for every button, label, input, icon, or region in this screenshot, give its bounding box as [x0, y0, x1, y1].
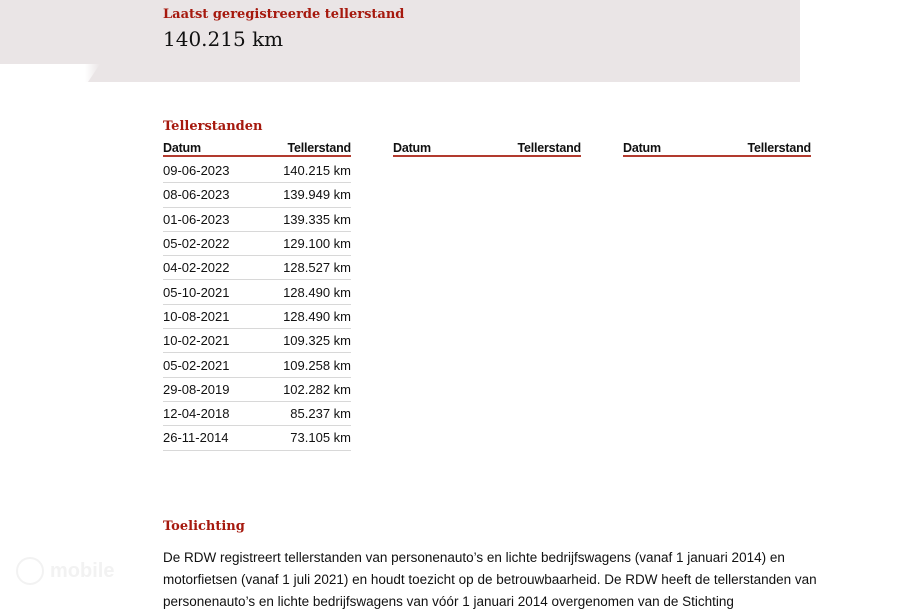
watermark — [16, 556, 114, 586]
reading-value: 129.100 km — [283, 236, 351, 252]
reading-row — [163, 183, 351, 207]
date-header: Datum — [623, 141, 661, 155]
reading-date: 12-04-2018 — [163, 406, 230, 422]
readings-column-header — [623, 140, 811, 157]
readings-rows — [163, 159, 351, 451]
reading-date: 09-06-2023 — [163, 163, 230, 179]
latest-reading-value: 140.215 km — [163, 27, 284, 51]
reading-row — [163, 280, 351, 304]
reading-value: 73.105 km — [290, 430, 351, 446]
reading-row — [163, 232, 351, 256]
reading-row — [163, 305, 351, 329]
reading-row — [163, 378, 351, 402]
banner-corner-cut — [0, 64, 100, 82]
reading-value: 139.335 km — [283, 211, 351, 227]
reading-header: Tellerstand — [287, 141, 351, 155]
reading-value: 128.490 km — [283, 308, 351, 324]
explanation-text: De RDW registreert tellerstanden van personenauto’s en lichte bedrijfswagens (vanaf 1 januari 2014) en motorfietsen (vanaf 1 juli 2021) en houdt toezicht op de betrouwbaarheid. De RDW heeft de tellerstanden van personenauto’s en lichte bedrijfswagens van vóór 1 januari 2014 overgenomen van de Stichting — [163, 550, 817, 609]
reading-date: 26-11-2014 — [163, 430, 229, 446]
watermark-text: mobile — [50, 559, 115, 582]
reading-value: 140.215 km — [283, 163, 351, 179]
reading-value: 109.325 km — [283, 333, 351, 349]
reading-date: 05-02-2021 — [163, 357, 230, 373]
reading-date: 29-08-2019 — [163, 381, 230, 397]
reading-row — [163, 159, 351, 183]
logo-ring-icon — [16, 557, 44, 585]
reading-row — [163, 256, 351, 280]
readings-column-3 — [623, 140, 811, 157]
explanation-title: Toelichting — [163, 519, 245, 534]
reading-date: 10-02-2021 — [163, 333, 230, 349]
readings-column-1 — [163, 140, 351, 451]
reading-header: Tellerstand — [747, 141, 811, 155]
reading-row — [163, 329, 351, 353]
reading-row — [163, 208, 351, 232]
reading-value: 128.527 km — [283, 260, 351, 276]
reading-date: 10-08-2021 — [163, 308, 230, 324]
date-header: Datum — [163, 141, 201, 155]
reading-header: Tellerstand — [517, 141, 581, 155]
readings-column-header — [163, 140, 351, 157]
reading-date: 04-02-2022 — [163, 260, 230, 276]
reading-value: 128.490 km — [283, 284, 351, 300]
readings-column-header — [393, 140, 581, 157]
reading-value: 109.258 km — [283, 357, 351, 373]
reading-row — [163, 353, 351, 377]
reading-date: 05-02-2022 — [163, 236, 230, 252]
latest-reading-label: Laatst geregistreerde tellerstand — [163, 7, 405, 22]
readings-section-title: Tellerstanden — [163, 119, 263, 134]
reading-row — [163, 426, 351, 450]
reading-row — [163, 402, 351, 426]
reading-date: 05-10-2021 — [163, 284, 230, 300]
reading-date: 01-06-2023 — [163, 211, 230, 227]
reading-value: 102.282 km — [283, 381, 351, 397]
reading-value: 139.949 km — [283, 187, 351, 203]
reading-value: 85.237 km — [290, 406, 351, 422]
date-header: Datum — [393, 141, 431, 155]
readings-column-2 — [393, 140, 581, 157]
reading-date: 08-06-2023 — [163, 187, 230, 203]
